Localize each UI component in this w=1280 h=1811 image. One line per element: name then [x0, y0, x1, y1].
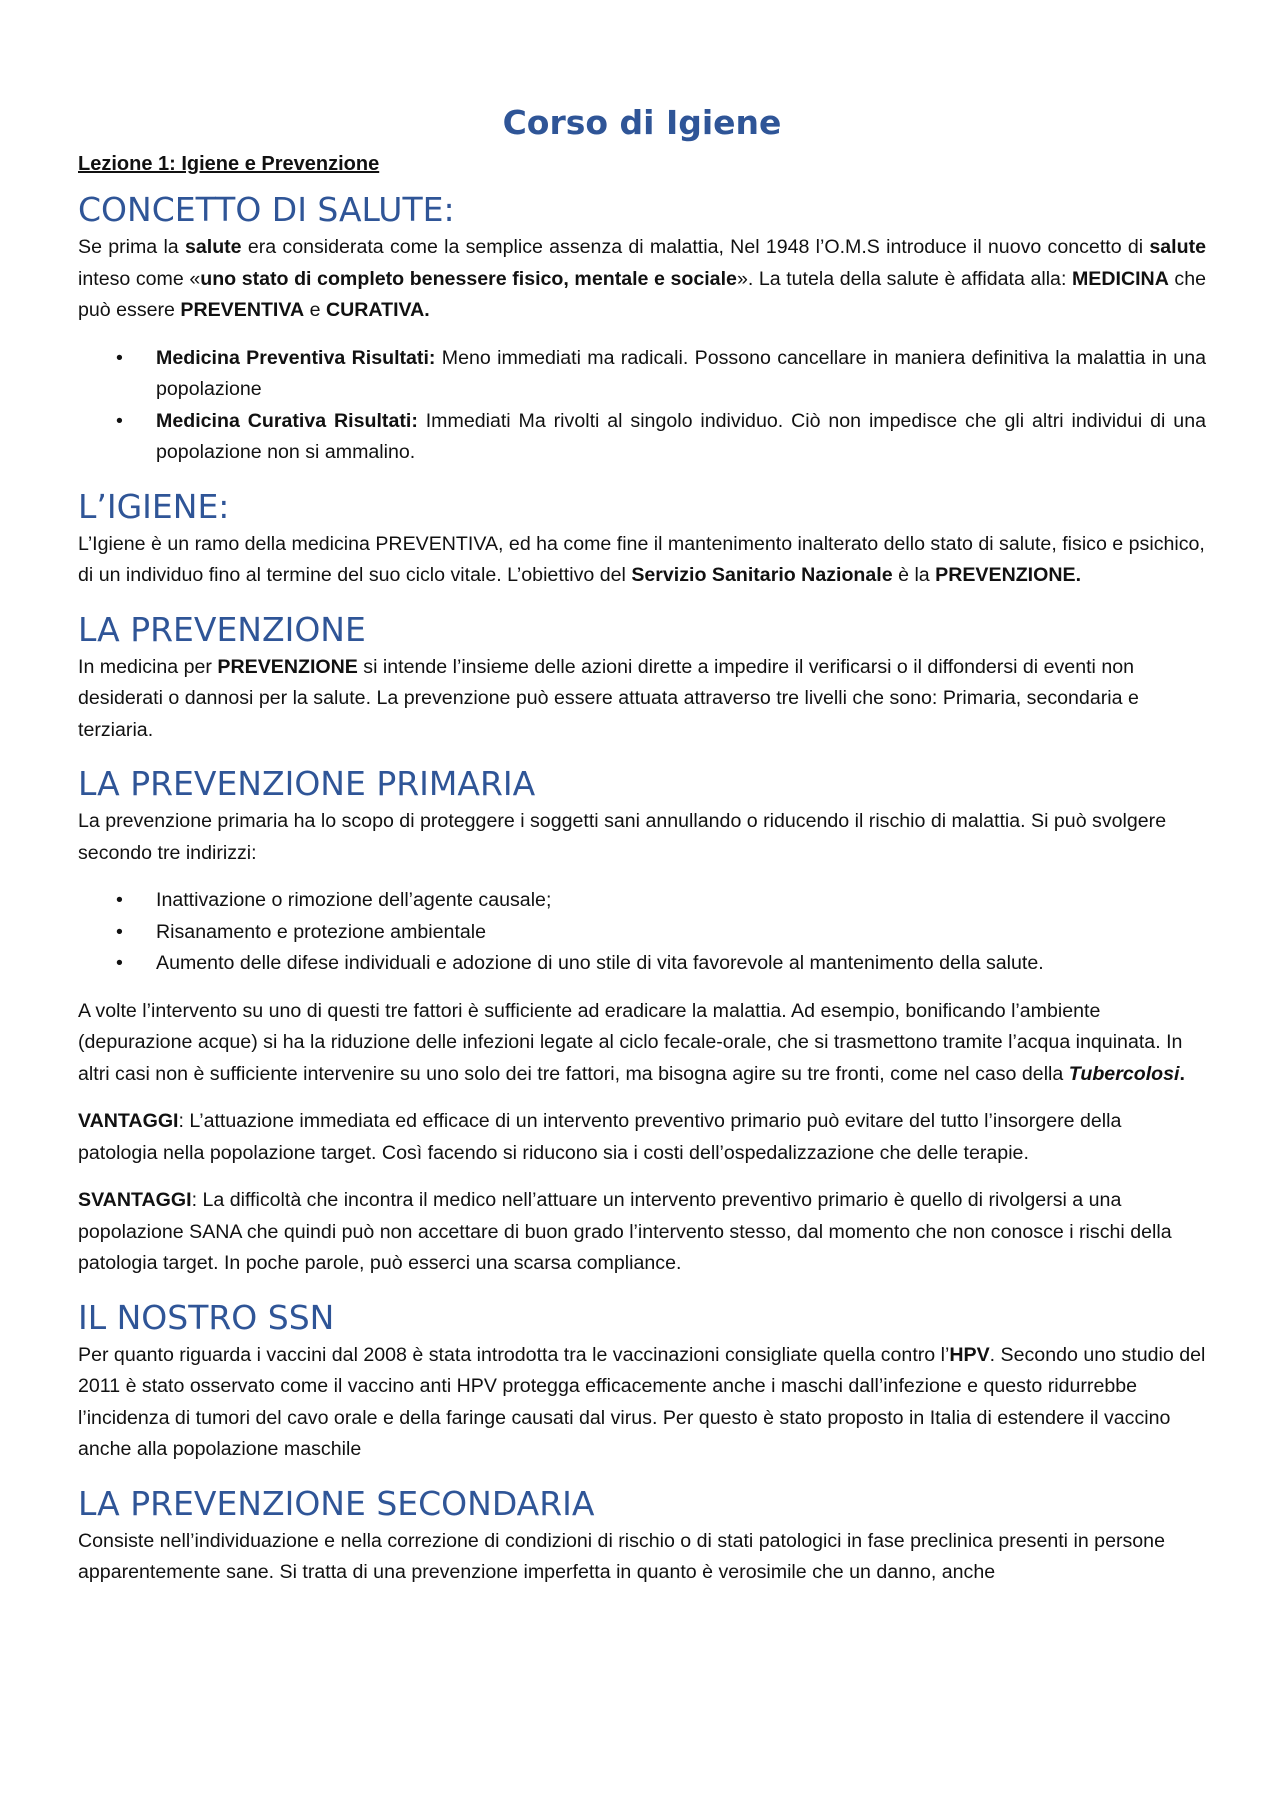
section-heading-prevenzione: LA PREVENZIONE	[78, 609, 366, 649]
medicina-list	[78, 343, 1206, 469]
tubercolosi-paragraph: A volte l’intervento su uno di questi tre fattori è sufficiente ad eradicare la malattia. Ad esempio, bonificando l’ambiente (depurazione acque) si ha la riduzione delle infezioni legate al ciclo fecale-orale, che si trasmettono tramite l’acqua inquinata. In altri casi non è sufficiente intervenire su uno solo dei tre fattori, ma bisogna agire su tre fronti, come nel caso della Tubercolosi.	[78, 999, 1185, 1085]
section-heading-igiene: L’IGIENE:	[78, 486, 230, 526]
bullet-icon: •	[116, 952, 123, 974]
salute-paragraph: Se prima la salute era considerata come la semplice assenza di malattia, Nel 1948 l’O.M.S introduce il nuovo concetto di salute inteso come «uno stato di completo benessere fisico, mentale e sociale». La tutela della salute è affidata alla: MEDICINA che può essere PREVENTIVA e CURATIVA.	[78, 236, 1207, 321]
vantaggi-paragraph: VANTAGGI: L’attuazione immediata ed efficace di un intervento preventivo primario può evitare del tutto l’insorgere della patologia nella popolazione target. Così facendo si riducono sia i costi dell’ospedalizzazione che delle terapie.	[78, 1110, 1122, 1164]
section-heading-prevenzione-primaria: LA PREVENZIONE PRIMARIA	[78, 764, 536, 803]
secondaria-paragraph: Consiste nell’individuazione e nella correzione di condizioni di rischio o di stati patologici in fase preclinica presenti in persone apparentemente sane. Si tratta di una prevenzione imperfetta in quanto è verosimile che un danno, anche	[78, 1529, 1165, 1583]
bullet-icon: •	[116, 889, 123, 911]
igiene-paragraph: L’Igiene è un ramo della medicina PREVENTIVA, ed ha come fine il mantenimento inalterato dello stato di salute, fisico e psichico, di un individuo fino al termine del suo ciclo vitale. L’obiettivo del Servizio Sanitario Nazionale è la PREVENZIONE.	[78, 532, 1205, 586]
document-title: Corso di Igiene	[502, 103, 782, 142]
list-item: • Aumento delle difese individuali e adozione di uno stile di vita favorevole al mantenimento della salute.	[78, 948, 1206, 980]
bullet-icon: •	[116, 409, 123, 432]
section-heading-nostro-ssn: IL NOSTRO SSN	[78, 1297, 335, 1337]
prevenzione-paragraph: In medicina per PREVENZIONE si intende l’insieme delle azioni dirette a impedire il verificarsi o il diffondersi di eventi non desiderati o dannosi per la salute. La prevenzione può essere attuata attraverso tre livelli che sono: Primaria, secondaria e terziaria.	[78, 655, 1139, 741]
lesson-heading: Lezione 1: Igiene e Prevenzione	[78, 153, 380, 175]
section-heading-concetto-di-salute: CONCETTO DI SALUTE:	[78, 190, 455, 229]
list-item: • Medicina Preventiva Risultati: Meno immediati ma radicali. Possono cancellare in maniera definitiva la malattia in una popolazione	[78, 343, 1206, 406]
indirizzi-list	[78, 885, 1206, 980]
primaria-intro-paragraph: La prevenzione primaria ha lo scopo di proteggere i soggetti sani annullando o riducendo il rischio di malattia. Si può svolgere secondo tre indirizzi:	[78, 810, 1167, 864]
list-item: • Risanamento e protezione ambientale	[78, 917, 1206, 949]
list-item: • Inattivazione o rimozione dell’agente causale;	[78, 885, 1206, 917]
bullet-icon: •	[116, 346, 123, 369]
bullet-icon: •	[116, 920, 123, 943]
section-heading-prevenzione-secondaria: LA PREVENZIONE SECONDARIA	[78, 1483, 595, 1523]
svantaggi-paragraph: SVANTAGGI: La difficoltà che incontra il medico nell’attuare un intervento preventivo primario è quello di rivolgersi a una popolazione SANA che quindi può non accettare di buon grado l’intervento stesso, dal momento che non conosce i rischi della patologia target. In poche parole, può esserci una scarsa compliance.	[78, 1189, 1172, 1274]
ssn-paragraph: Per quanto riguarda i vaccini dal 2008 è stata introdotta tra le vaccinazioni consigliate quella contro l’HPV. Secondo uno studio del 2011 è stato osservato come il vaccino anti HPV protegga efficacemente anche i maschi dall’infezione e questo ridurrebbe l’incidenza di tumori del cavo orale e della faringe causati dal virus. Per questo è stato proposto in Italia di estendere il vaccino anche alla popolazione maschile	[78, 1343, 1206, 1460]
list-item: • Medicina Curativa Risultati: Immediati Ma rivolti al singolo individuo. Ciò non impedisce che gli altri individui di una popolazione non si ammalino.	[78, 406, 1206, 469]
